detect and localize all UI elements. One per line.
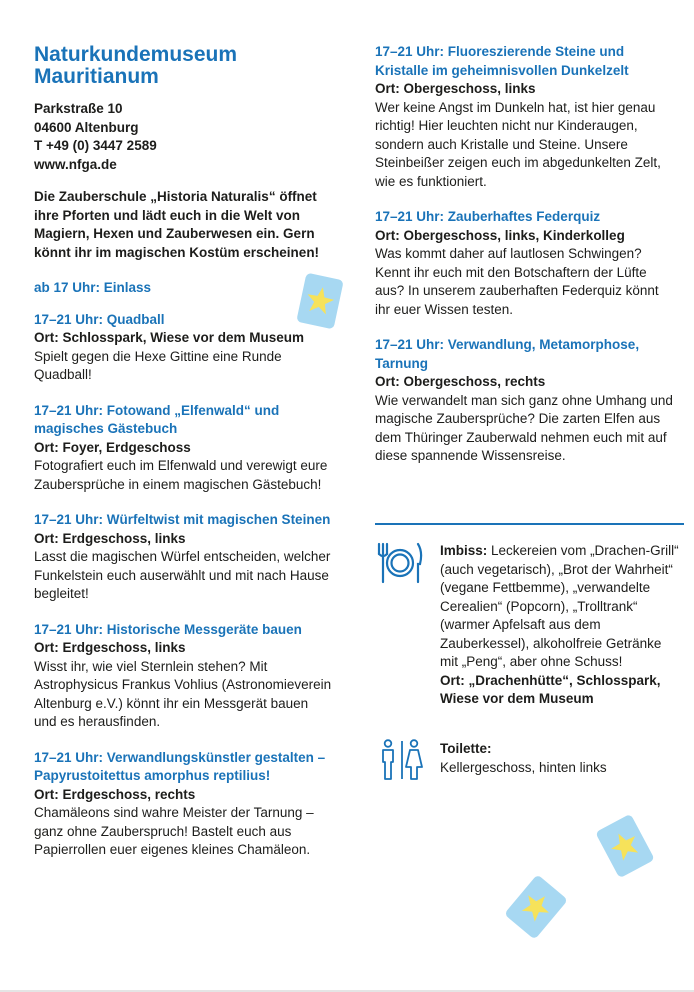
event-description: Lasst die magischen Würfel entscheiden, welcher Funkelstein euch auserwählt und mit nach Hause begleitet! [34, 549, 331, 601]
event-item [34, 621, 334, 732]
event-item [34, 311, 334, 385]
imbiss-text: Leckereien vom „Drachen-Grill“ (auch vegetarisch), „Brot der Wahrheit“ (vegane Fettbemme), „verwandelte Cerealien“ (Popcorn), „Trolltrank“ (warmer Apfelsaft aus dem Zauberkessel), alkoholfreie Getränke mit „Peng“, aber ohne Schuss! [440, 543, 679, 669]
event-description: Wisst ihr, wie viel Sternlein stehen? Mit Astrophysicus Frankus Vohlius (Astronomieverein Altenburg e.V.) könnt ihr ein Messgerät bauen und es herausfinden. [34, 658, 332, 729]
event-heading: 17–21 Uhr: Verwandlung, Metamorphose, Tarnung [375, 337, 640, 371]
museum-title: Naturkundemuseum Mauritianum [34, 43, 238, 88]
event-description: Chamäleons sind wahre Meister der Tarnung – ganz ohne Zauberspruch! Bastelt euch aus Papierrollen euer eigenes kleines Chamäleon. [34, 805, 314, 857]
star-card-icon [593, 812, 657, 880]
event-description: Was kommt daher auf lautlosen Schwingen? Kennt ihr euch mit den Botschaftern der Lüfte aus? In unserem zauberhaften Federquiz könnt ihr euer Wissen testen. [375, 246, 659, 317]
toilette-text: Kellergeschoss, hinten links [440, 759, 607, 775]
event-item [375, 336, 675, 466]
star-card-icon [503, 872, 569, 942]
event-heading: 17–21 Uhr: Fotowand „Elfenwald“ und magisches Gästebuch [34, 402, 280, 436]
event-location: Ort: Erdgeschoss, links [34, 530, 186, 546]
toilet-icon [379, 739, 425, 781]
event-location: Ort: Foyer, Erdgeschoss [34, 439, 191, 455]
event-description: Wer keine Angst im Dunkeln hat, ist hier genau richtig! Hier leuchten nicht nur Kinderaugen, sondern auch Kristalle und Steine. Unsere Steinbeißer zeigen euch im abgedunkelten Zelt, wie es funktioniert. [375, 99, 661, 189]
event-location: Ort: Obergeschoss, links, Kinderkolleg [375, 227, 625, 243]
star-card-icon [291, 270, 349, 332]
website-link[interactable]: www.nfga.de [34, 156, 117, 172]
imbiss-label: Imbiss: [440, 543, 488, 558]
street: Parkstraße 10 [34, 101, 123, 116]
event-location: Ort: Erdgeschoss, rechts [34, 786, 196, 802]
event-description: Fotografiert euch im Elfenwald und verewigt eure Zaubersprüche in einem magischen Gästebuch! [34, 458, 328, 492]
event-location: Ort: Schlosspark, Wiese vor dem Museum [34, 330, 304, 345]
divider [375, 523, 684, 525]
event-location: Ort: Erdgeschoss, links [34, 640, 186, 655]
event-item [375, 43, 675, 191]
event-heading: 17–21 Uhr: Verwandlungskünstler gestalten – Papyrustoitettus amorphus reptilius! [34, 749, 326, 783]
event-description: Spielt gegen die Hexe Gittine eine Runde Quadball! [34, 348, 282, 382]
event-heading: 17–21 Uhr: Historische Messgeräte bauen [34, 621, 302, 637]
imbiss-info [440, 542, 680, 709]
toilette-label: Toilette: [440, 741, 492, 756]
event-item [34, 402, 334, 495]
city: 04600 Altenburg [34, 119, 139, 135]
event-heading: 17–21 Uhr: Zauberhaftes Federquiz [375, 209, 601, 224]
einlass-text: ab 17 Uhr: Einlass [34, 280, 152, 295]
event-heading: 17–21 Uhr: Würfeltwist mit magischen Steinen [34, 512, 331, 527]
event-item [34, 511, 334, 604]
event-location: Ort: Obergeschoss, links [375, 81, 536, 96]
imbiss-location: Ort: „Drachenhütte“, Schlosspark, Wiese vor dem Museum [440, 672, 661, 706]
event-location: Ort: Obergeschoss, rechts [375, 374, 546, 389]
left-column [34, 44, 334, 860]
event-heading: 17–21 Uhr: Quadball [34, 311, 165, 327]
event-item [375, 208, 675, 319]
phone[interactable]: T +49 (0) 3447 2589 [34, 138, 157, 153]
right-column [375, 43, 675, 466]
event-heading: 17–21 Uhr: Fluoreszierende Steine und Kristalle im geheimnisvollen Dunkelzelt [375, 44, 629, 78]
event-item [34, 749, 334, 860]
address-block [34, 100, 334, 174]
intro-text: Die Zauberschule „Historia Naturalis“ öffnet ihre Pforten und lädt euch in die Welt von Magiern, Hexen und Zauberwesen ein. Gern könnt ihr im magischen Kostüm erscheinen! [34, 189, 320, 260]
plate-cutlery-icon [376, 542, 424, 584]
toilette-info [440, 740, 680, 777]
event-description: Wie verwandelt man sich ganz ohne Umhang und magische Zaubersprüche? Die zarten Elfen aus dem Thüringer Zauberwald nehmen euch mit auf diese spannende Wissensreise. [375, 392, 673, 463]
